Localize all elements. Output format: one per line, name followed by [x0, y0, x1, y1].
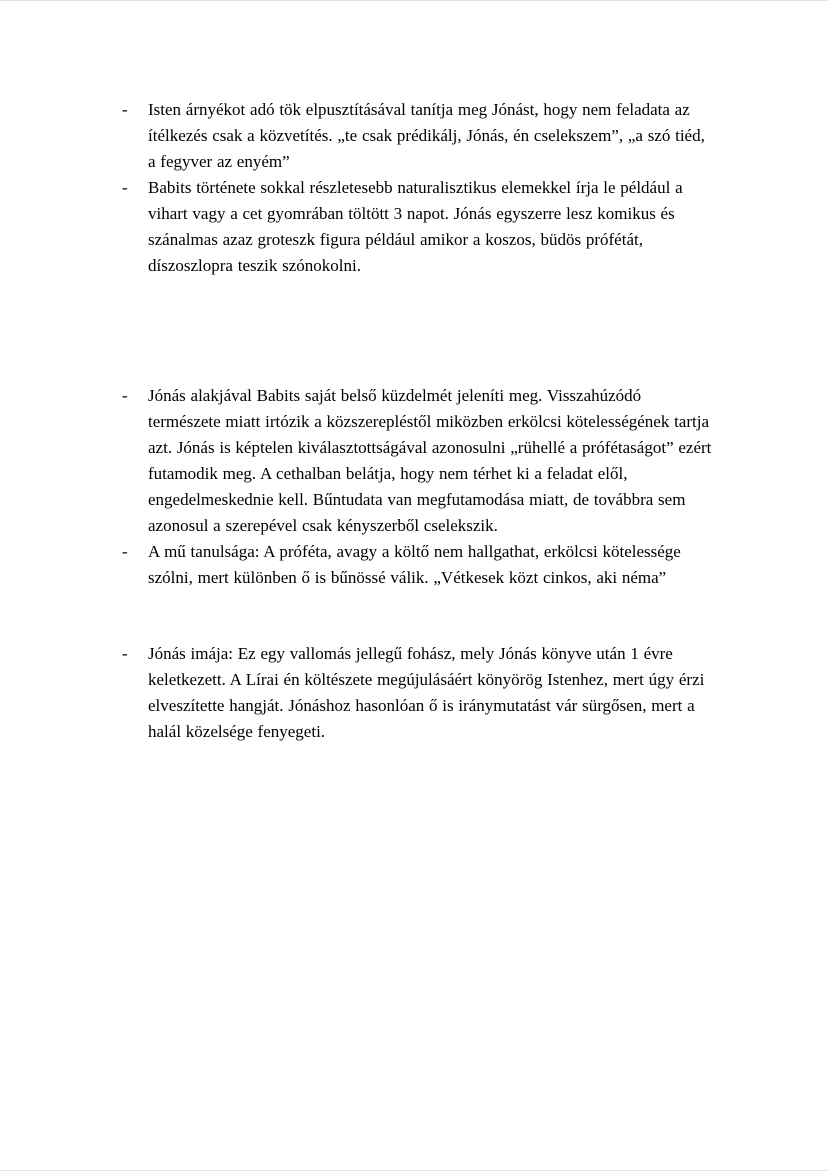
- list-item: [122, 641, 713, 745]
- bullet-group-1: [122, 97, 713, 279]
- bullet-group-2: [122, 383, 713, 591]
- bullet-dash: -: [122, 542, 128, 561]
- list-item: [122, 175, 713, 279]
- bullet-text: Jónás imája: Ez egy vallomás jellegű fohász, mely Jónás könyve után 1 évre keletkezett. A Lírai én költészete megújulásáért könyörög Istenhez, mert úgy érzi elveszítette hangját. Jónáshoz hasonlóan ő is iránymutatást vár sürgősen, mert a halál közelsége fenyegeti.: [148, 644, 705, 741]
- bullet-text: A mű tanulsága: A próféta, avagy a költő nem hallgathat, erkölcsi kötelessége szólni, mert különben ő is bűnössé válik. „Vétkesek közt cinkos, aki néma”: [148, 542, 681, 587]
- list-item: [122, 539, 713, 591]
- bullet-dash: -: [122, 644, 128, 663]
- bullet-dash: -: [122, 100, 128, 119]
- bullet-text: Isten árnyékot adó tök elpusztításával tanítja meg Jónást, hogy nem feladata az ítélkezés csak a közvetítés. „te csak prédikálj, Jónás, én cselekszem”, „a szó tiéd, a fegyver az enyém”: [148, 100, 705, 171]
- bullet-text: Jónás alakjával Babits saját belső küzdelmét jeleníti meg. Visszahúzódó természete miatt irtózik a közszerepléstől miközben erkölcsi kötelességének tartja azt. Jónás is képtelen kiválasztottságával azonosulni „rühellé a prófétaságot” ezért futamodik meg. A cethalban belátja, hogy nem térhet ki a feladat elől, engedelmeskednie kell. Bűntudata van megfutamodása miatt, de továbbra sem azonosul a szerepével csak kényszerből cselekszik.: [148, 386, 712, 535]
- list-item: [122, 383, 713, 539]
- bullet-dash: -: [122, 178, 128, 197]
- bullet-group-3: [122, 641, 713, 745]
- bullet-dash: -: [122, 386, 128, 405]
- list-item: [122, 97, 713, 175]
- bullet-text: Babits története sokkal részletesebb naturalisztikus elemekkel írja le például a vihart vagy a cet gyomrában töltött 3 napot. Jónás egyszerre lesz komikus és szánalmas azaz groteszk figura például amikor a koszos, büdös prófétát, díszoszlopra teszik szónokolni.: [148, 178, 683, 275]
